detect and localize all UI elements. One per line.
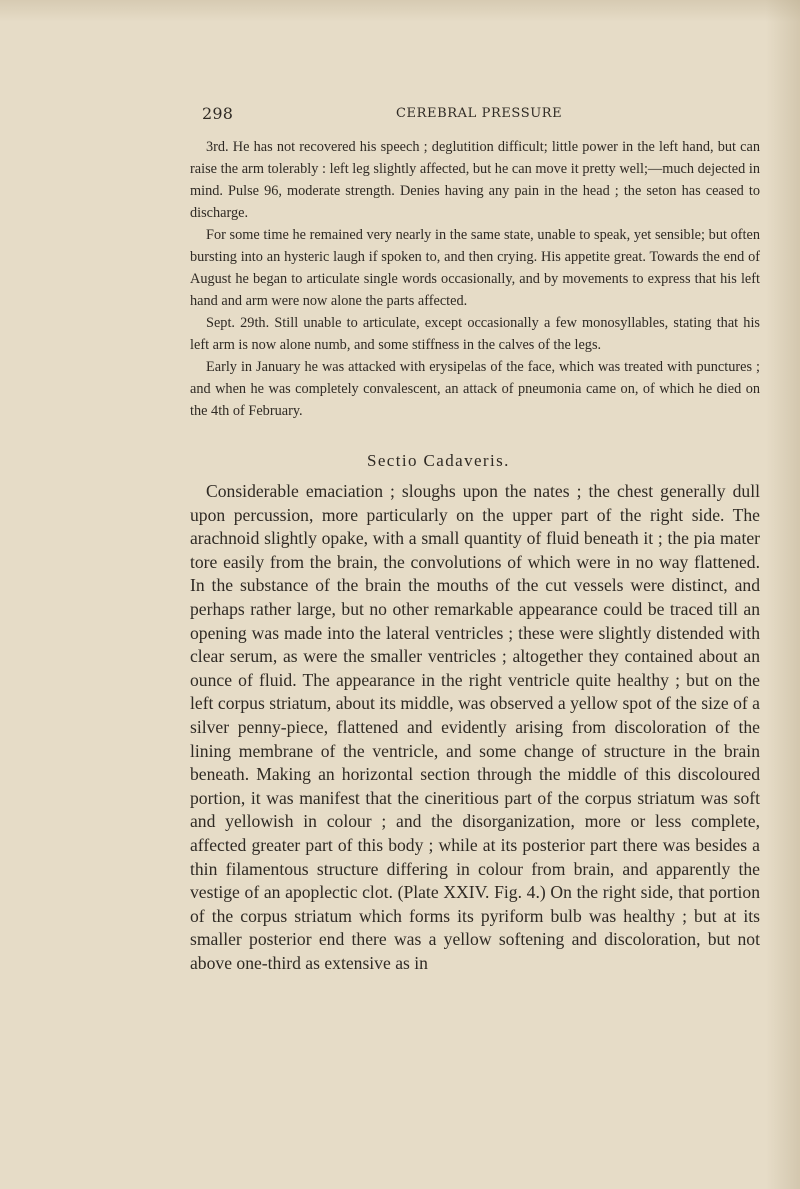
- autopsy-paragraph: Considerable emaciation ; sloughs upon the nates ; the chest generally dull upon percussion, more particularly on the upper part of the right side. The arachnoid slightly opake, with a small quantity of fluid beneath it ; the pia mater tore easily from the brain, the convolutions of which were in no way flattened. In the substance of the brain the mouths of the cut vessels were distinct, and perhaps rather large, but no other remarkable appearance could be traced till an opening was made into the lateral ventricles ; these were slightly distended with clear serum, as were the smaller ventricles ; altogether they contained about an ounce of fluid. The appearance in the right ventricle quite healthy ; but on the left corpus striatum, about its middle, was observed a yellow spot of the size of a silver penny-piece, flattened and evidently arising from discoloration of the lining membrane of the ventricle, and some change of structure in the brain beneath. Making an horizontal section through the middle of this discoloured portion, it was manifest that the cineritious part of the corpus striatum was soft and yellowish in colour ; and the disorganization, more or less complete, affected greater part of this body ; while at its posterior part there was besides a thin filamentous structure differing in colour from brain, and apparently the vestige of an apoplectic clot. (Plate XXIV. Fig. 4.) On the right side, that portion of the corpus striatum which forms its pyriform bulb was healthy ; but at its smaller posterior end there was a yellow softening and discoloration, but not above one-third as extensive as in: [190, 481, 760, 973]
- case-note-paragraph: For some time he remained very nearly in the same state, unable to speak, yet sensible; but often bursting into an hysteric laugh if spoken to, and then crying. His appetite great. Towards the end of August he began to articulate single words occasionally, and by movements to express that his left hand and arm were now alone the parts affected.: [190, 227, 760, 309]
- case-notes: [190, 136, 760, 422]
- case-note-paragraph: 3rd. He has not recovered his speech ; deglutition difficult; little power in the left hand, but can raise the arm tolerably : left leg slightly affected, but he can move it pretty well;—much dejected in mind. Pulse 96, moderate strength. Denies having any pain in the head ; the seton has ceased to discharge.: [190, 139, 760, 221]
- case-note-paragraph: Sept. 29th. Still unable to articulate, except occasionally a few monosyllables, stating that his left arm is now alone numb, and some stiffness in the calves of the legs.: [190, 315, 760, 353]
- page-header: [202, 104, 750, 128]
- autopsy-section: [190, 480, 760, 975]
- running-head: CEREBRAL PRESSURE: [396, 106, 563, 121]
- page-top-shadow: [0, 0, 800, 22]
- page-edge-shadow: [766, 0, 800, 1189]
- section-heading: Sectio Cadaveris.: [367, 451, 510, 470]
- page-number: 298: [202, 104, 234, 123]
- case-note-paragraph: Early in January he was attacked with erysipelas of the face, which was treated with punctures ; and when he was completely convalescent, an attack of pneumonia came on, of which he died on the 4th of February.: [190, 359, 760, 419]
